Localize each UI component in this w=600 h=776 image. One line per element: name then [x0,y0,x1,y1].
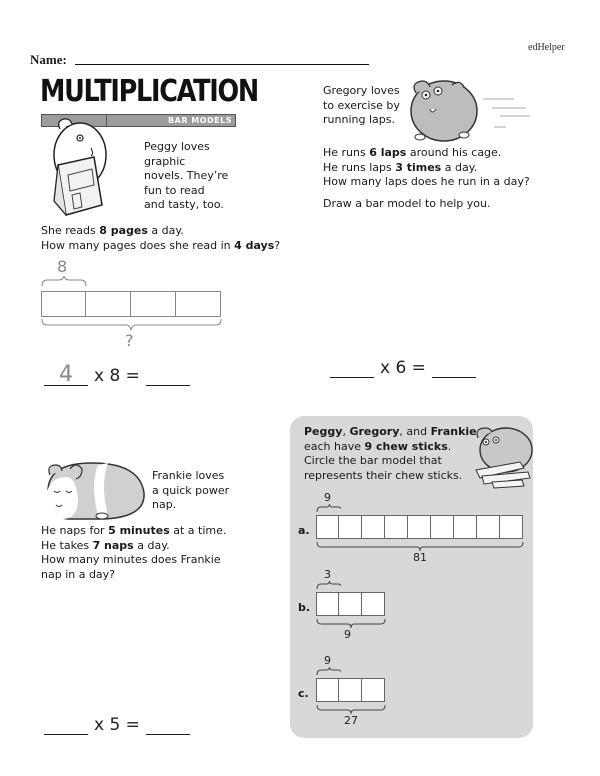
answer-blank-factor[interactable] [330,358,374,378]
bar-model-peggy [41,291,221,317]
bar-cell [362,515,385,539]
brand-label: edHelper [528,42,565,53]
bar-cell [339,678,362,702]
peggy-question [41,224,280,253]
bar-cell [86,291,131,317]
option-total-label: 81 [413,551,427,564]
chew-sticks-line-1: Peggy, Gregory, and Frankie [304,425,477,438]
bar-cell [339,592,362,616]
worksheet-title: MULTIPLICATION [40,74,258,109]
bar-cell [316,515,339,539]
gregory-question-line-2: He runs laps 3 times a day. [323,160,478,174]
bar-model-drawing-area[interactable] [318,222,580,347]
answer-blank-product[interactable] [432,358,476,378]
subtitle-label: BAR MODELS [168,116,232,125]
bar-cell [362,678,385,702]
chew-sticks-line-4: represents their chew sticks. [304,468,463,482]
gregory-running-illustration [408,75,538,145]
part-brace-icon [316,503,341,513]
bar-cell [316,592,339,616]
peggy-intro-line: graphic [144,154,186,168]
frankie-question [41,524,226,582]
frankie-question-line-1: He naps for 5 minutes at a time. [41,524,227,537]
frankie-question-line-3: How many minutes does Frankie [41,553,221,566]
frankie-intro [152,469,229,513]
answer-blank-product[interactable] [146,366,190,386]
filled-answer: 4 [59,362,73,387]
gregory-intro [323,84,400,128]
option-part-label: 3 [324,568,331,581]
bar-cell [131,291,176,317]
part-brace-icon [41,276,87,288]
bar-cell [41,291,86,317]
gregory-question-line-3: How many laps does he run in a day? [323,175,530,188]
answer-blank-factor[interactable] [44,362,88,387]
chew-sticks-question [304,425,477,483]
answer-blank-product[interactable] [146,715,190,735]
gregory-intro-line: Gregory loves [323,84,400,97]
peggy-question-line-2: How many pages does she read in 4 days? [41,238,281,252]
bar-cell [431,515,454,539]
option-part-label: 9 [324,654,331,667]
frankie-question-line-4: nap in a day? [41,567,116,581]
bar-cell [176,291,221,317]
peggy-intro [144,140,228,213]
option-part-label: 9 [324,491,331,504]
frankie-sleeping-illustration [40,457,148,522]
option-letter: a. [298,524,310,537]
option-total-label: 9 [344,628,351,641]
gregory-question-line-1: He runs 6 laps around his cage. [323,146,502,159]
name-label: Name: [30,52,67,67]
equation-gregory [330,358,476,378]
frankie-intro-line: nap. [152,498,177,511]
option-letter: c. [298,687,309,700]
peggy-intro-line: and tasty, too. [144,198,224,211]
equation-operator: x 5 = [94,715,140,735]
peggy-question-line-1: She reads 8 pages a day. [41,224,184,237]
total-brace-icon [41,318,222,332]
bar-cell [477,515,500,539]
peggy-intro-line: fun to read [144,183,205,197]
frankie-intro-line: Frankie loves [152,469,225,482]
equation-operator: x 8 = [94,366,140,386]
bar-total-label: ? [125,331,134,350]
part-brace-icon [316,666,341,676]
bar-cell [385,515,408,539]
peggy-reading-illustration [44,115,124,220]
gregory-question [323,146,530,211]
peggy-intro-line: Peggy loves [144,140,210,153]
option-total-label: 27 [344,714,358,727]
gregory-instruction: Draw a bar model to help you. [323,196,491,210]
bar-model-drawing-area[interactable] [40,590,280,710]
option-letter: b. [298,601,311,614]
option-bar [316,592,385,616]
bar-cell [454,515,477,539]
gregory-intro-line: running laps. [323,113,395,126]
chew-sticks-line-3: Circle the bar model that [304,454,442,467]
gregory-intro-line: to exercise by [323,98,400,112]
option-bar [316,515,523,539]
bar-cell [339,515,362,539]
bar-cell [500,515,523,539]
name-input-line[interactable] [75,64,369,65]
frankie-intro-line: a quick power [152,483,230,497]
bar-cell [408,515,431,539]
chewing-guinea-pig-illustration [472,420,534,492]
answer-blank-factor[interactable] [44,715,88,735]
equation-peggy [44,362,190,387]
equation-operator: x 6 = [380,358,426,378]
total-brace-icon [316,618,387,630]
bar-cell [362,592,385,616]
bar-part-label: 8 [57,257,68,276]
chew-sticks-line-2: each have 9 chew sticks. [304,439,452,453]
bar-cell [316,678,339,702]
equation-frankie [44,715,190,735]
frankie-question-line-2: He takes 7 naps a day. [41,538,170,552]
part-brace-icon [316,580,341,590]
option-bar [316,678,385,702]
peggy-intro-line: novels. They’re [144,169,229,182]
